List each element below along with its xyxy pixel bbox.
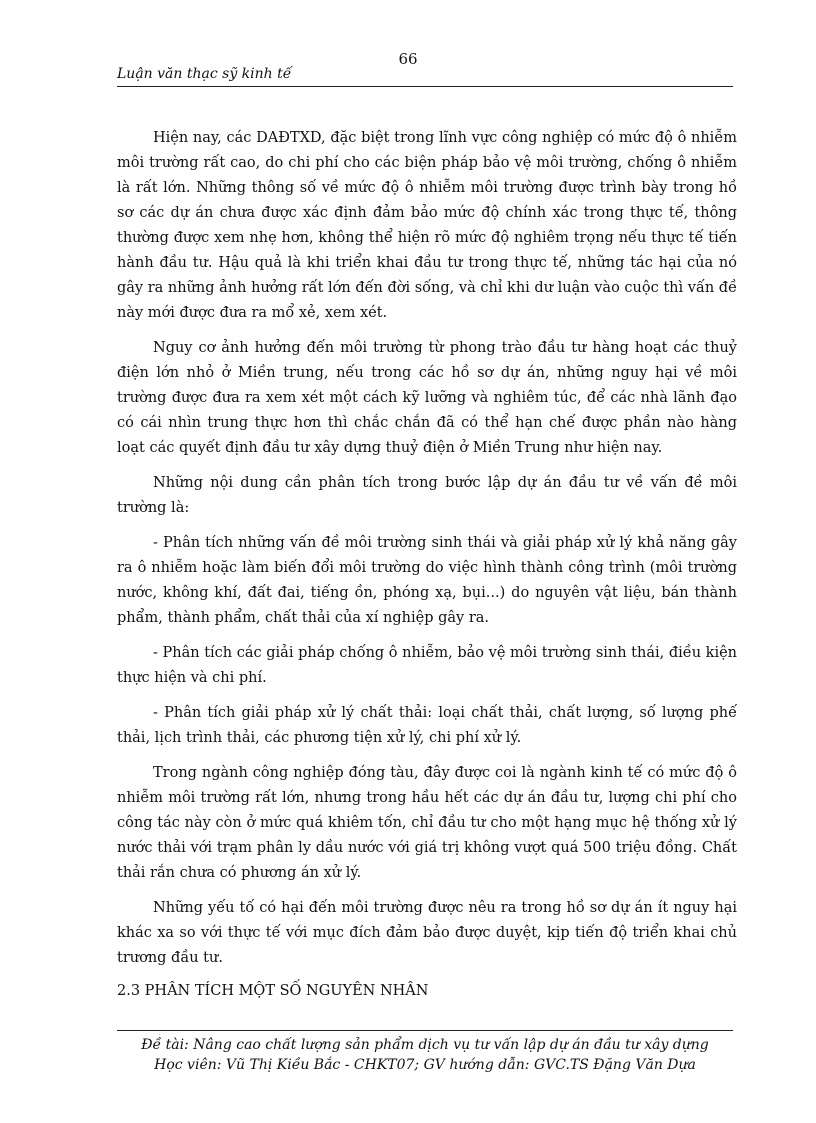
footer-author-line: Học viên: Vũ Thị Kiều Bắc - CHKT07; GV hướng dẫn: GVC.TS Đặng Văn Dựa	[154, 1057, 696, 1073]
section-heading: 2.3 PHÂN TÍCH MỘT SỐ NGUYÊN NHÂN	[117, 983, 429, 999]
footer-thesis-title: Đề tài: Nâng cao chất lượng sản phẩm dịch vụ tư vấn lập dự án đầu tư xây dựng	[141, 1037, 709, 1053]
page-number: 66	[398, 50, 418, 68]
paragraph-2: Nguy cơ ảnh hưởng đến môi trường từ phong trào đầu tư hàng hoạt các thuỷ điện lớn nhỏ ở Miền trung, nếu trong các hồ sơ dự án, những nguy hại về môi trường được đưa ra xem xét một cách kỹ lưỡng và nghiêm túc, để các nhà lãnh đạo có cái nhìn trung thực hơn thì chắc chắn đã có thể hạn chế được phần nào hàng loạt các quyết định đầu tư xây dựng thuỷ điện ở Miền Trung như hiện nay.	[117, 340, 737, 456]
list-item-protection-measures: - Phân tích các giải pháp chống ô nhiễm, bảo vệ môi trường sinh thái, điều kiện thực hiện và chi phí.	[117, 645, 737, 686]
paragraph-3: Những nội dung cần phân tích trong bước lập dự án đầu tư về vấn đề môi trường là:	[117, 475, 737, 516]
paragraph-1: Hiện nay, các DAĐTXD, đặc biệt trong lĩnh vực công nghiệp có mức độ ô nhiễm môi trường rất cao, do chi phí cho các biện pháp bảo vệ môi trường, chống ô nhiễm là rất lớn. Những thông số về mức độ ô nhiễm môi trường được trình bày trong hồ sơ các dự án chưa được xác định đảm bảo mức độ chính xác trong thực tế, thông thường được xem nhẹ hơn, không thể hiện rõ mức độ nghiêm trọng nếu thực tế tiến hành đầu tư. Hậu quả là khi triển khai đầu tư trong thực tế, những tác hại của nó gây ra những ảnh hưởng rất lớn đến đời sống, và chỉ khi dư luận vào cuộc thì vấn đề này mới được đưa ra mổ xẻ, xem xét.	[117, 130, 737, 321]
list-item-pollution-analysis: - Phân tích những vấn đề môi trường sinh thái và giải pháp xử lý khả năng gây ra ô nhiễm hoặc làm biến đổi môi trường do việc hình thành công trình (môi trường nước, không khí, đất đai, tiếng ồn, phóng xạ, bụi...) do nguyên vật liệu, bán thành phẩm, thành phẩm, chất thải của xí nghiệp gây ra.	[117, 535, 737, 626]
list-item-waste-treatment: - Phân tích giải pháp xử lý chất thải: loại chất thải, chất lượng, số lượng phế thải, lịch trình thải, các phương tiện xử lý, chi phí xử lý.	[117, 705, 737, 746]
document-body	[117, 126, 737, 1004]
running-title: Luận văn thạc sỹ kinh tế	[117, 66, 733, 87]
paragraph-conclusion: Những yếu tố có hại đến môi trường được nêu ra trong hồ sơ dự án ít nguy hại khác xa so với thực tế với mục đích đảm bảo được duyệt, kịp tiến độ triển khai chủ trương đầu tư.	[117, 900, 737, 966]
paragraph-shipbuilding: Trong ngành công nghiệp đóng tàu, đây được coi là ngành kinh tế có mức độ ô nhiễm môi trường rất lớn, nhưng trong hầu hết các dự án đầu tư, lượng chi phí cho công tác này còn ở mức quá khiêm tốn, chỉ đầu tư cho một hạng mục hệ thống xử lý nước thải với trạm phân ly dầu nước với giá trị không vượt quá 500 triệu đồng. Chất thải rắn chưa có phương án xử lý.	[117, 765, 737, 881]
page-footer	[117, 1030, 733, 1075]
